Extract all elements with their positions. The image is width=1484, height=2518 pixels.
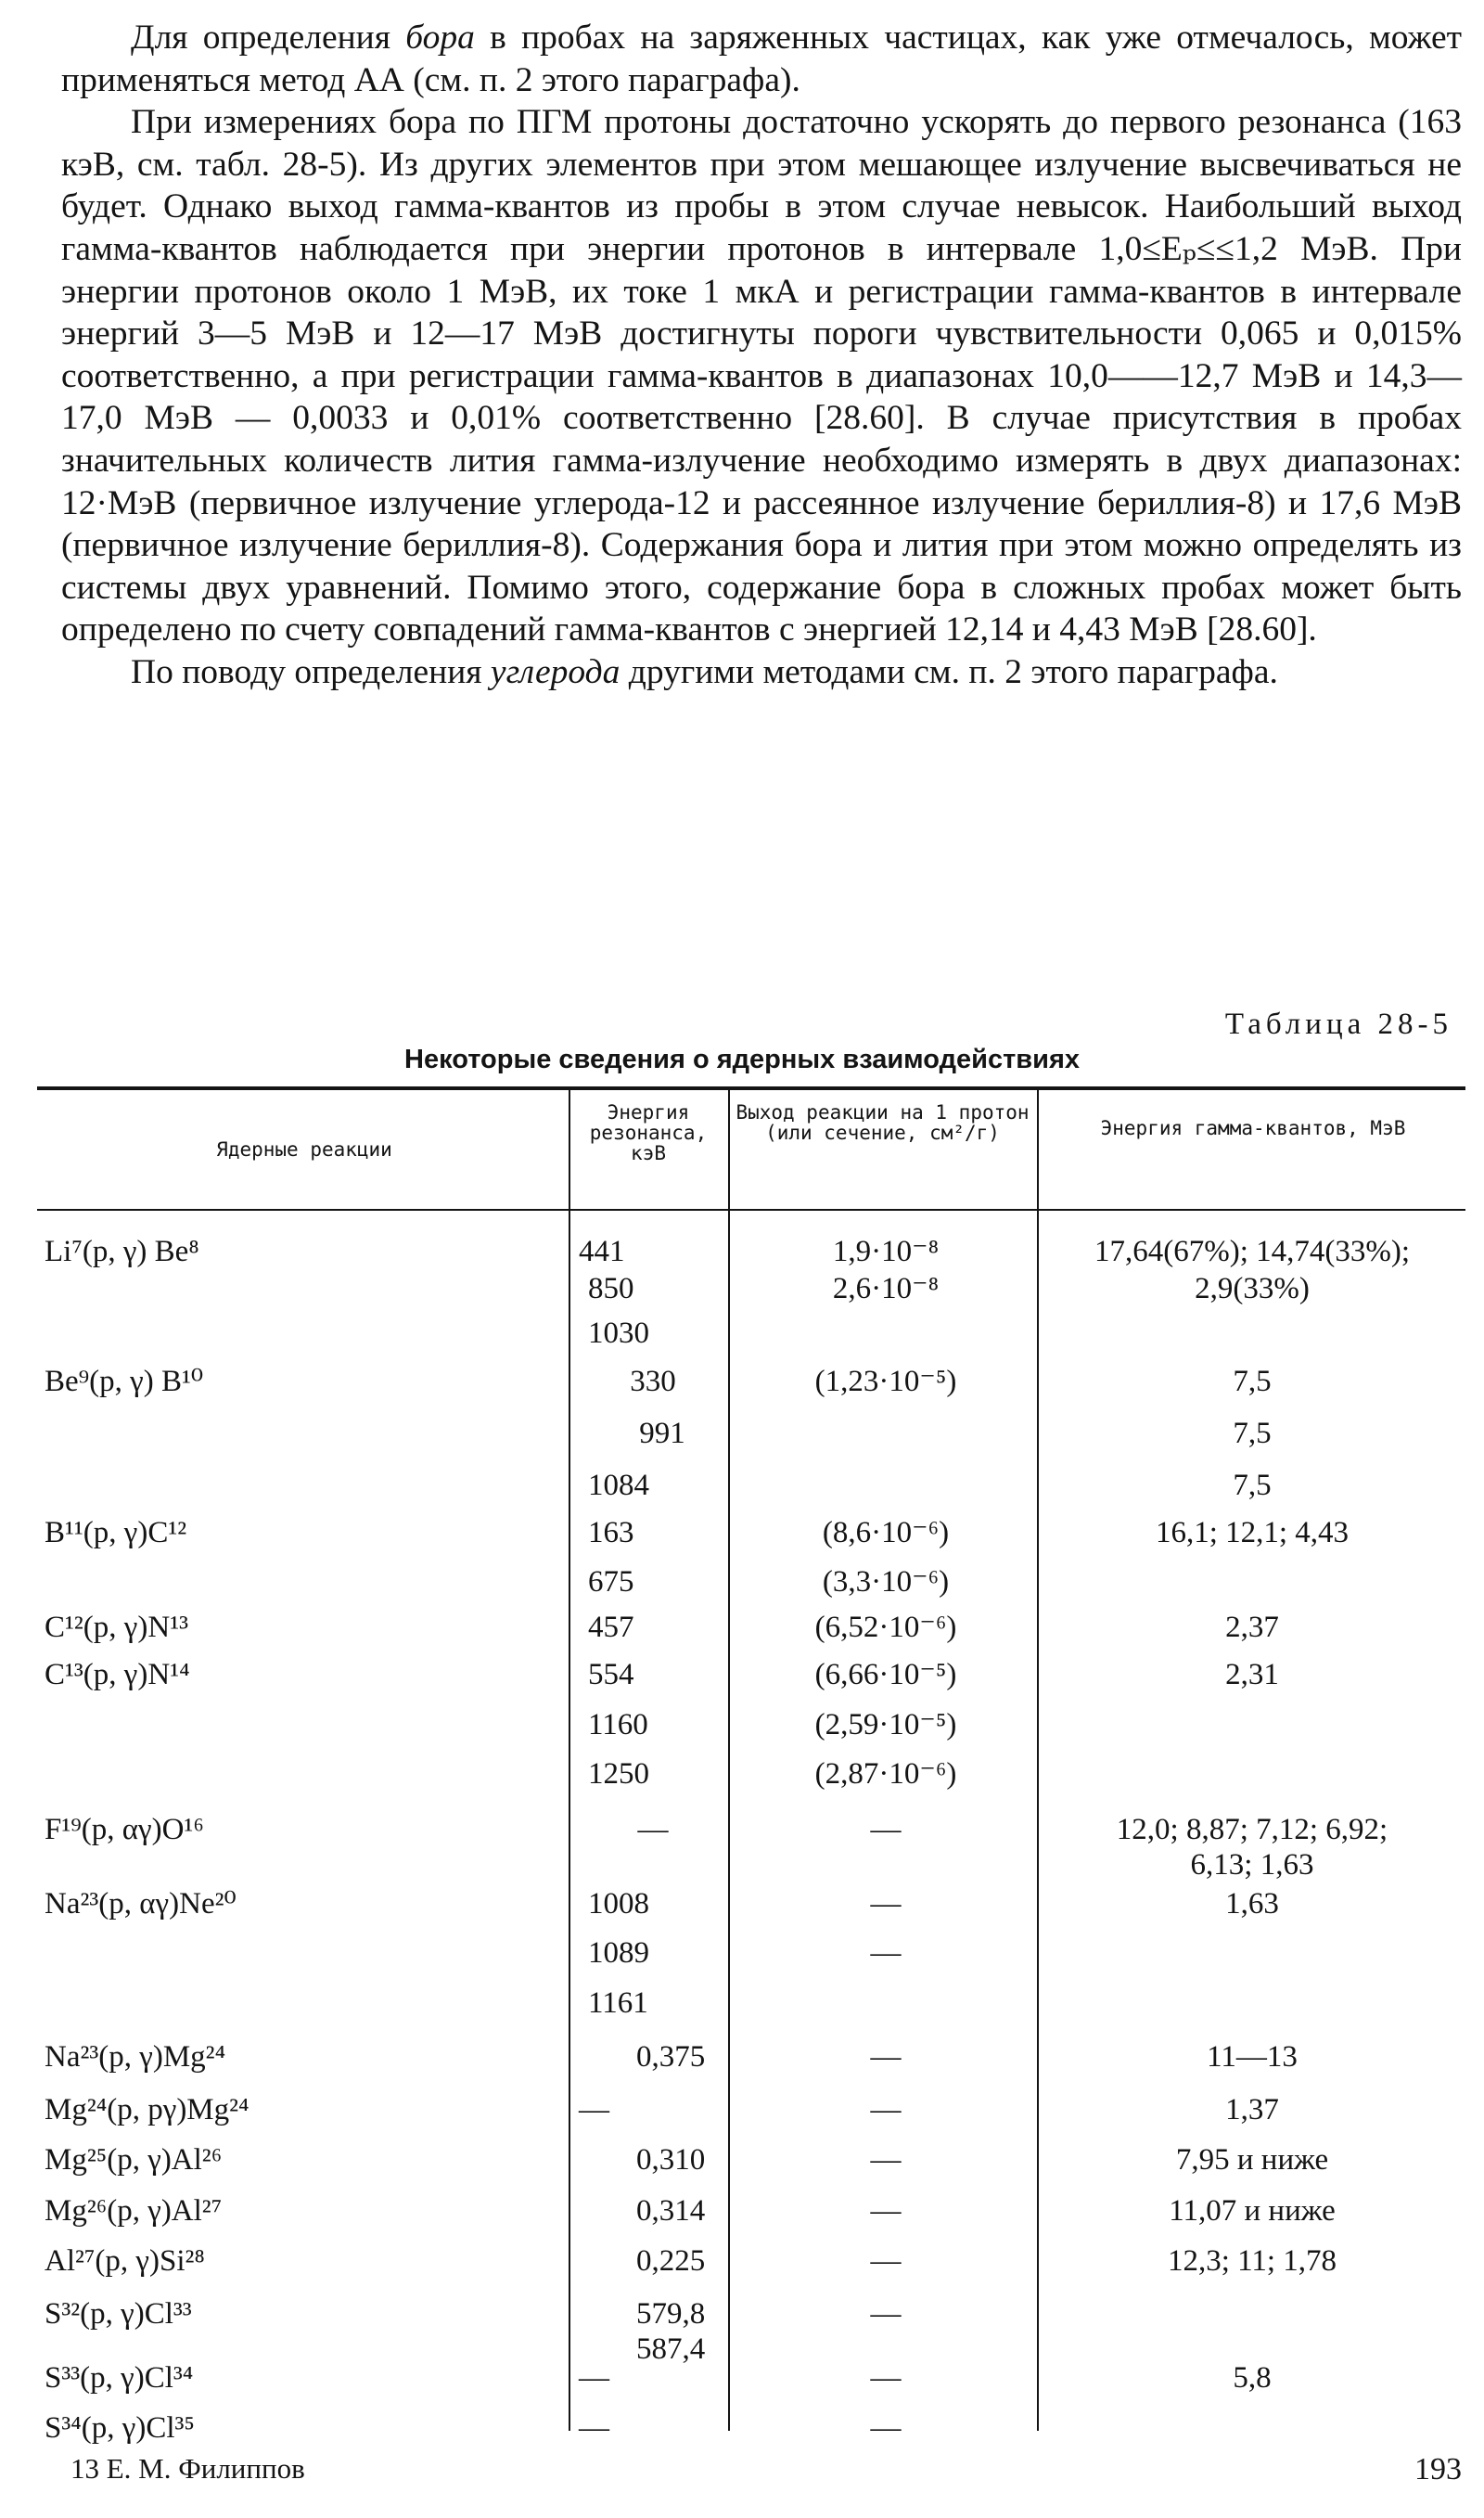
yield-cell: —: [870, 2361, 902, 2395]
header-yield: Выход реакции на 1 протон (или сечение, см²/г): [736, 1101, 1030, 1144]
yield-cell: (2,59·10⁻⁵): [814, 1708, 957, 1741]
resonance-cell: 991: [639, 1417, 685, 1450]
yield-cell: —: [870, 1813, 902, 1846]
table-title: Некоторые сведения о ядерных взаимодействиях: [404, 1045, 1080, 1074]
yield-cell: 2,6·10⁻⁸: [832, 1272, 940, 1305]
reaction-cell: S³³(p, γ)Cl³⁴: [45, 2361, 194, 2395]
resonance-cell: 554: [588, 1658, 634, 1691]
energy-cell: 2,37: [1225, 1611, 1279, 1644]
reaction-cell: F¹⁹(p, αγ)O¹⁶: [45, 1813, 204, 1846]
header-resonance: Энергия резонанса, кэВ: [589, 1101, 708, 1164]
table-header-rule: [37, 1209, 1465, 1211]
energy-cell: 17,64(67%); 14,74(33%);: [1094, 1235, 1411, 1268]
energy-cell: 1,63: [1225, 1887, 1279, 1921]
yield-cell: (8,6·10⁻⁶): [822, 1516, 950, 1549]
resonance-cell: 1084: [588, 1469, 649, 1502]
resonance-cell: 850: [588, 1272, 634, 1305]
resonance-cell: 1250: [588, 1757, 649, 1791]
resonance-cell: 0,314: [636, 2194, 706, 2228]
energy-cell: 12,3; 11; 1,78: [1167, 2244, 1337, 2278]
resonance-cell: 1089: [588, 1936, 649, 1970]
yield-cell: —: [870, 2143, 902, 2177]
column-divider-1: [569, 1090, 570, 2431]
yield-cell: 1,9·10⁻⁸: [832, 1235, 940, 1268]
table-label: Таблица 28-5: [1224, 1008, 1452, 1041]
resonance-cell: 1030: [588, 1317, 649, 1350]
yield-cell: (3,3·10⁻⁶): [822, 1565, 950, 1599]
resonance-cell: 0,310: [636, 2143, 706, 2177]
energy-cell: 12,0; 8,87; 7,12; 6,92; 6,13; 1,63: [1116, 1813, 1388, 1882]
resonance-cell: 0,375: [636, 2040, 706, 2074]
yield-cell: (2,87·10⁻⁶): [814, 1757, 957, 1791]
energy-cell: 7,5: [1233, 1469, 1272, 1502]
body-text: [61, 17, 1462, 694]
resonance-cell: 441: [579, 1235, 625, 1268]
yield-cell: —: [870, 1936, 902, 1970]
resonance-cell: —: [579, 2411, 609, 2445]
resonance-cell: 1161: [588, 1986, 648, 2020]
reaction-cell: S³²(p, γ)Cl³³: [45, 2297, 192, 2331]
reaction-cell: B¹¹(p, γ)C¹²: [45, 1516, 187, 1549]
reaction-cell: Be⁹(p, γ) B¹⁰: [45, 1365, 204, 1398]
resonance-cell: —: [579, 2093, 609, 2126]
resonance-cell: 457: [588, 1611, 634, 1644]
reaction-cell: Mg²⁶(p, γ)Al²⁷: [45, 2194, 223, 2228]
resonance-cell: 163: [588, 1516, 634, 1549]
header-reactions: Ядерные реакции: [216, 1138, 392, 1161]
yield-cell: —: [870, 2040, 902, 2074]
yield-cell: —: [870, 2297, 902, 2331]
energy-cell: 5,8: [1233, 2361, 1272, 2395]
reaction-cell: Mg²⁵(p, γ)Al²⁶: [45, 2143, 223, 2177]
resonance-cell: 0,225: [636, 2244, 706, 2278]
yield-cell: (1,23·10⁻⁵): [814, 1365, 957, 1398]
reaction-cell: Al²⁷(p, γ)Si²⁸: [45, 2244, 205, 2278]
footer-signature: 13 Е. М. Филиппов: [70, 2452, 305, 2485]
reaction-cell: Na²³(p, γ)Mg²⁴: [45, 2040, 226, 2074]
table-top-rule: [37, 1086, 1465, 1090]
yield-cell: —: [870, 1887, 902, 1921]
resonance-cell: 330: [630, 1365, 676, 1398]
energy-cell: 7,95 и ниже: [1175, 2143, 1329, 2177]
energy-cell: 2,31: [1225, 1658, 1279, 1691]
energy-cell: 2,9(33%): [1195, 1272, 1310, 1305]
paragraph-2: При измерениях бора по ПГМ протоны достаточно ускорять до первого резонанса (163 кэВ, см. табл. 28-5). Из других элементов при этом мешающее излучение высвечиваться не будет. Однако выход гамма-квантов из пробы в этом случае невысок. Наибольший выход гамма-квантов наблюдается при энергии протонов в интервале 1,0≤Eₚ≤≤1,2 МэВ. При энергии протонов около 1 МэВ, их токе 1 мкА и регистрации гамма-квантов в интервале энергий 3—5 МэВ и 12—17 МэВ достигнуты пороги чувствительности 0,065 и 0,015% соответственно, а при регистрации гамма-квантов в диапазонах 10,0——12,7 МэВ и 14,3—17,0 МэВ — 0,0033 и 0,01% соответственно [28.60]. В случае присутствия в пробах значительных количеств лития гамма-излучение необходимо измерять в двух диапазонах: 12·МэВ (первичное излучение углерода-12 и рассеянное излучение бериллия-8) и 17,6 МэВ (первичное излучение бериллия-8). Содержания бора и лития при этом можно определять из системы двух уравнений. Помимо этого, содержание бора в сложных пробах может быть определено по счету совпадений гамма-квантов с энергией 12,14 и 4,43 МэВ [28.60].: [61, 103, 1462, 649]
reaction-cell: Na²³(p, αγ)Ne²⁰: [45, 1887, 237, 1921]
header-energy: Энергия гамма-квантов, МэВ: [1100, 1117, 1406, 1139]
reaction-cell: Li⁷(p, γ) Be⁸: [45, 1235, 199, 1268]
yield-cell: (6,66·10⁻⁵): [814, 1658, 957, 1691]
energy-cell: 7,5: [1233, 1417, 1272, 1450]
paragraph-3: По поводу определения углерода другими методами см. п. 2 этого параграфа.: [131, 652, 1278, 691]
reaction-cell: C¹²(p, γ)N¹³: [45, 1611, 188, 1644]
energy-cell: 11,07 и ниже: [1169, 2194, 1336, 2228]
yield-cell: —: [870, 2244, 902, 2278]
reaction-cell: Mg²⁴(p, pγ)Mg²⁴: [45, 2093, 249, 2126]
resonance-cell: 675: [588, 1565, 634, 1599]
yield-cell: —: [870, 2194, 902, 2228]
paragraph-1: Для определения бора в пробах на заряженных частицах, как уже отмечалось, может применяться метод АА (см. п. 2 этого параграфа).: [61, 19, 1462, 99]
energy-cell: 7,5: [1233, 1365, 1272, 1398]
resonance-cell: 1008: [588, 1887, 649, 1921]
yield-cell: (6,52·10⁻⁶): [814, 1611, 957, 1644]
resonance-cell: 1160: [588, 1708, 648, 1741]
energy-cell: 1,37: [1225, 2093, 1279, 2126]
resonance-cell: —: [637, 1813, 669, 1846]
page-number: 193: [1414, 2452, 1462, 2486]
yield-cell: —: [870, 2093, 902, 2126]
energy-cell: 11—13: [1207, 2040, 1298, 2074]
resonance-cell: 579,8 587,4: [636, 2297, 706, 2366]
resonance-cell: —: [579, 2361, 609, 2395]
reaction-cell: C¹³(p, γ)N¹⁴: [45, 1658, 190, 1691]
reaction-cell: S³⁴(p, γ)Cl³⁵: [45, 2411, 195, 2445]
yield-cell: —: [870, 2411, 902, 2445]
energy-cell: 16,1; 12,1; 4,43: [1155, 1516, 1350, 1549]
